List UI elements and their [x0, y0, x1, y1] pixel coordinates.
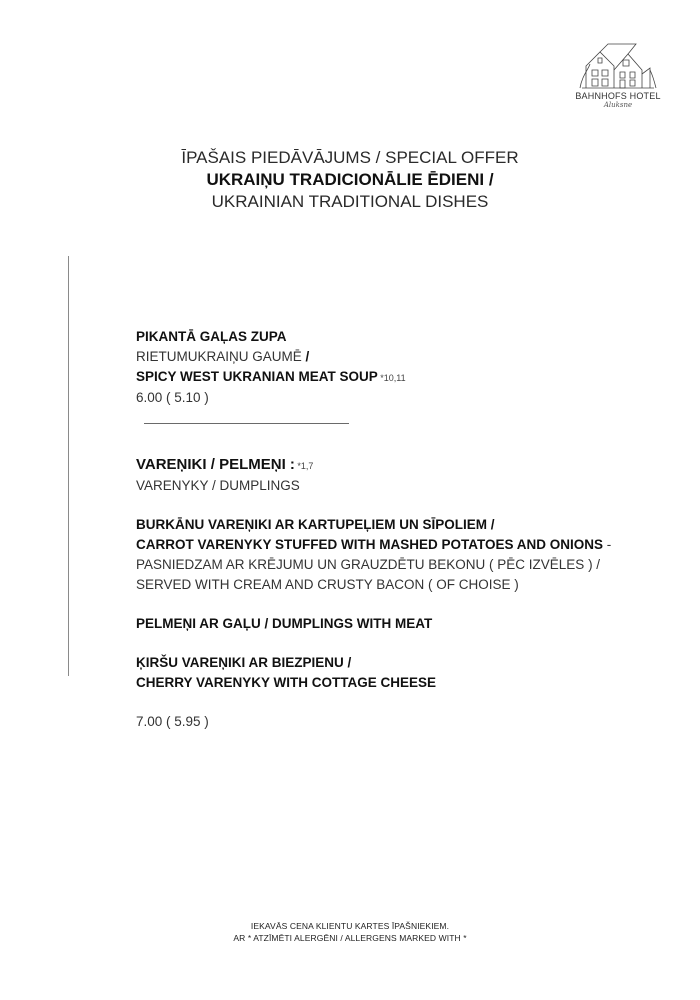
soup-subtitle-lv: RIETUMUKRAIŅU GAUMĒ	[136, 349, 302, 364]
vertical-divider	[68, 256, 69, 676]
loyalty-price-note: IEKAVĀS CENA KLIENTU KARTES ĪPAŠNIEKIEM.	[250, 921, 450, 931]
dumplings-title-line	[136, 454, 656, 476]
carrot-varenyky-dash: -	[603, 537, 612, 552]
cherry-varenyky-title-en: CHERRY VARENYKY WITH COTTAGE CHEESE	[136, 675, 437, 690]
hotel-location: Aluksne	[603, 101, 633, 109]
dumplings-section	[136, 454, 656, 732]
soup-price: 6.00 ( 5.10 )	[136, 390, 209, 405]
traditional-dishes-title-lv: UKRAIŅU TRADICIONĀLIE ĒDIENI /	[206, 170, 494, 189]
dumplings-title: VAREŅIKI / PELMEŅI :	[136, 456, 295, 473]
meat-dumplings-item: PELMEŅI AR GAĻU / DUMPLINGS WITH MEAT	[136, 616, 433, 631]
cherry-varenyky-item	[136, 653, 656, 693]
soup-title: PIKANTĀ GAĻAS ZUPA	[136, 329, 287, 344]
dumplings-price: 7.00 ( 5.95 )	[136, 714, 209, 729]
soup-subtitle-slash: /	[301, 349, 310, 364]
dumplings-allergens: *1,7	[294, 461, 314, 471]
menu-header	[140, 147, 560, 213]
carrot-varenyky-title-en-line	[136, 535, 656, 555]
carrot-varenyky-title-en: CARROT VARENYKY STUFFED WITH MASHED POTATOES AND ONIONS	[136, 537, 604, 552]
section-separator	[144, 423, 349, 424]
menu-content	[136, 327, 656, 732]
traditional-dishes-title-en: UKRAINIAN TRADITIONAL DISHES	[211, 192, 489, 211]
hotel-name: BAHNHOFS HOTEL	[575, 91, 661, 101]
carrot-varenyky-title-lv: BURKĀNU VAREŅIKI AR KARTUPEĻIEM UN SĪPOLIEM /	[136, 517, 495, 532]
carrot-varenyky-desc-en: SERVED WITH CREAM AND CRUSTY BACON ( OF CHOISE )	[136, 577, 519, 592]
allergen-note: AR * ATZĪMĒTI ALERGĒNI / ALLERGENS MARKED WITH *	[233, 933, 467, 943]
carrot-varenyky-desc-lv: PASNIEDZAM AR KRĒJUMU UN GRAUZDĒTU BEKONU ( PĒC IZVĒLES ) /	[136, 557, 601, 572]
soup-subtitle-line	[136, 347, 656, 367]
footer-notes	[150, 920, 550, 944]
special-offer-title: ĪPAŠAIS PIEDĀVĀJUMS / SPECIAL OFFER	[181, 148, 519, 167]
soup-title-en: SPICY WEST UKRANIAN MEAT SOUP	[136, 369, 378, 384]
dumplings-subtitle: VARENYKY / DUMPLINGS	[136, 478, 300, 493]
soup-allergens: *10,11	[377, 373, 406, 383]
hotel-building-icon	[578, 40, 658, 90]
cherry-varenyky-title-lv: ĶIRŠU VAREŅIKI AR BIEZPIENU /	[136, 655, 352, 670]
hotel-logo	[558, 40, 678, 109]
soup-section	[136, 327, 656, 408]
carrot-varenyky-item	[136, 515, 656, 595]
soup-title-en-line	[136, 367, 656, 388]
